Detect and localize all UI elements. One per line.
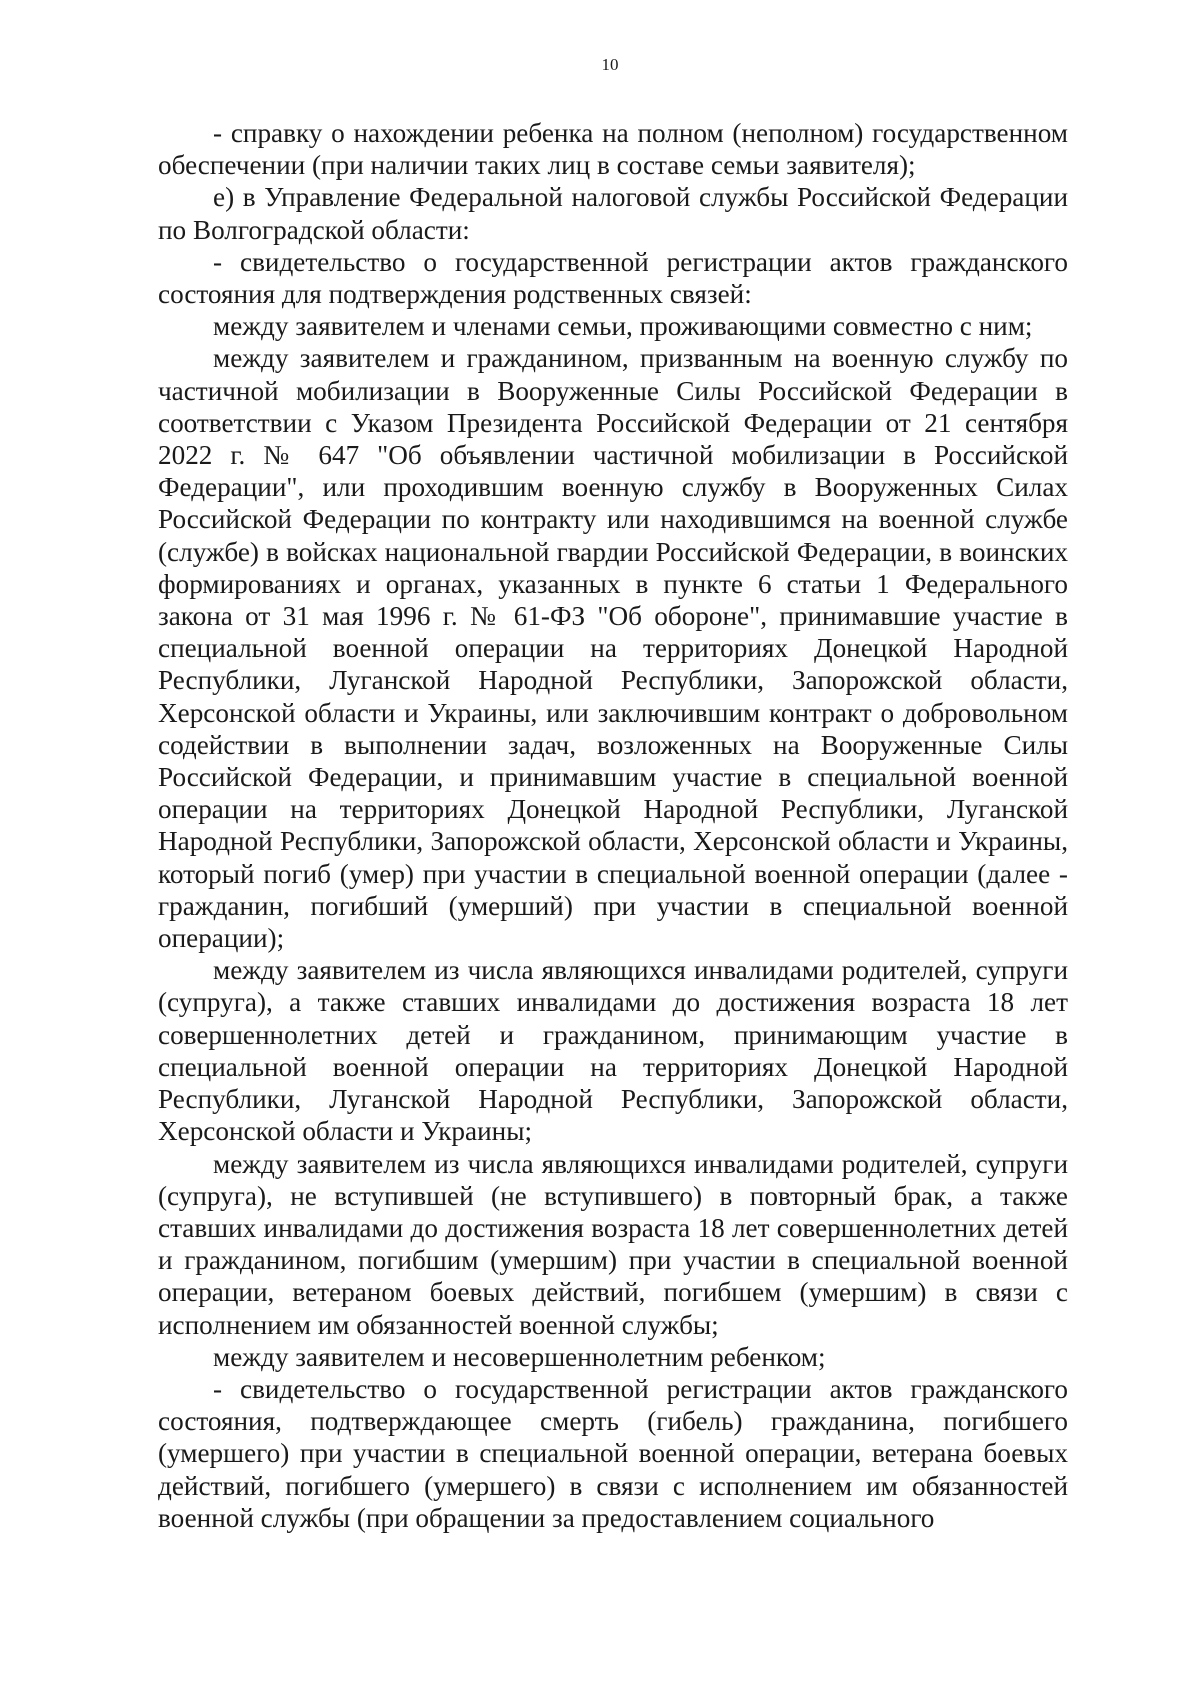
- paragraph: между заявителем и несовершеннолетним ребенком;: [213, 1341, 826, 1372]
- paragraph: - свидетельство о государственной регистрации актов гражданского состояния для подтверждения родственных связей:: [158, 246, 1068, 310]
- paragraph: - справку о нахождении ребенка на полном (неполном) государственном обеспечении (при наличии таких лиц в составе семьи заявителя);: [158, 118, 1068, 181]
- paragraph: - свидетельство о государственной регистрации актов гражданского состояния, подтверждающее смерть (гибель) гражданина, погибшего (умершего) при участии в специальной военной операции, ветерана боевых действий, погибшего (умершего) в связи с исполнением им обязанностей военной службы (при обращении за предоставлением социального: [158, 1373, 1068, 1533]
- paragraph: между заявителем из числа являющихся инвалидами родителей, супруги (супруга), а также ставших инвалидами до достижения возраста 18 лет совершеннолетних детей и гражданином, принимающим участие в специальной военной операции на территориях Донецкой Народной Республики, Луганской Народной Республики, Запорожской области, Херсонской области и Украины;: [158, 955, 1068, 1147]
- paragraph: между заявителем из числа являющихся инвалидами родителей, супруги (супруга), не вступившей (не вступившего) в повторный брак, а также ставших инвалидами до достижения возраста 18 лет совершеннолетних детей и гражданином, погибшим (умершим) при участии в специальной военной операции, ветераном боевых действий, погибшем (умершим) в связи с исполнением им обязанностей военной службы;: [158, 1148, 1068, 1340]
- paragraph: между заявителем и гражданином, призванным на военную службу по частичной мобилизации в Вооруженные Силы Российской Федерации в соответствии с Указом Президента Российской Федерации от 21 сентября 2022 г. № 647 "Об объявлении частичной мобилизации в Российской Федерации", или проходившим военную службу в Вооруженных Силах Российской Федерации по контракту или находившимся на военной службе (службе) в войсках национальной гвардии Российской Федерации, в воинских формированиях и органах, указанных в пункте 6 статьи 1 Федерального закона от 31 мая 1996 г. № 61-ФЗ "Об обороне", принимавшие участие в специальной военной операции на территориях Донецкой Народной Республики, Луганской Народной Республики, Запорожской области, Херсонской области и Украины, или заключившим контракт о добровольном содействии в выполнении задач, возложенных на Вооруженные Силы Российской Федерации, и принимавшим участие в специальной военной операции на территориях Донецкой Народной Республики, Луганской Народной Республики, Запорожской области, Херсонской области и Украины, который погиб (умер) при участии в специальной военной операции (далее - гражданин, погибший (умерший) при участии в специальной военной операции);: [158, 343, 1068, 954]
- document-body: [158, 117, 1068, 1534]
- page-number: 10: [601, 55, 619, 74]
- paragraph: е) в Управление Федеральной налоговой службы Российской Федерации по Волгоградской области:: [158, 182, 1068, 245]
- paragraph: между заявителем и членами семьи, проживающими совместно с ним;: [213, 311, 1033, 342]
